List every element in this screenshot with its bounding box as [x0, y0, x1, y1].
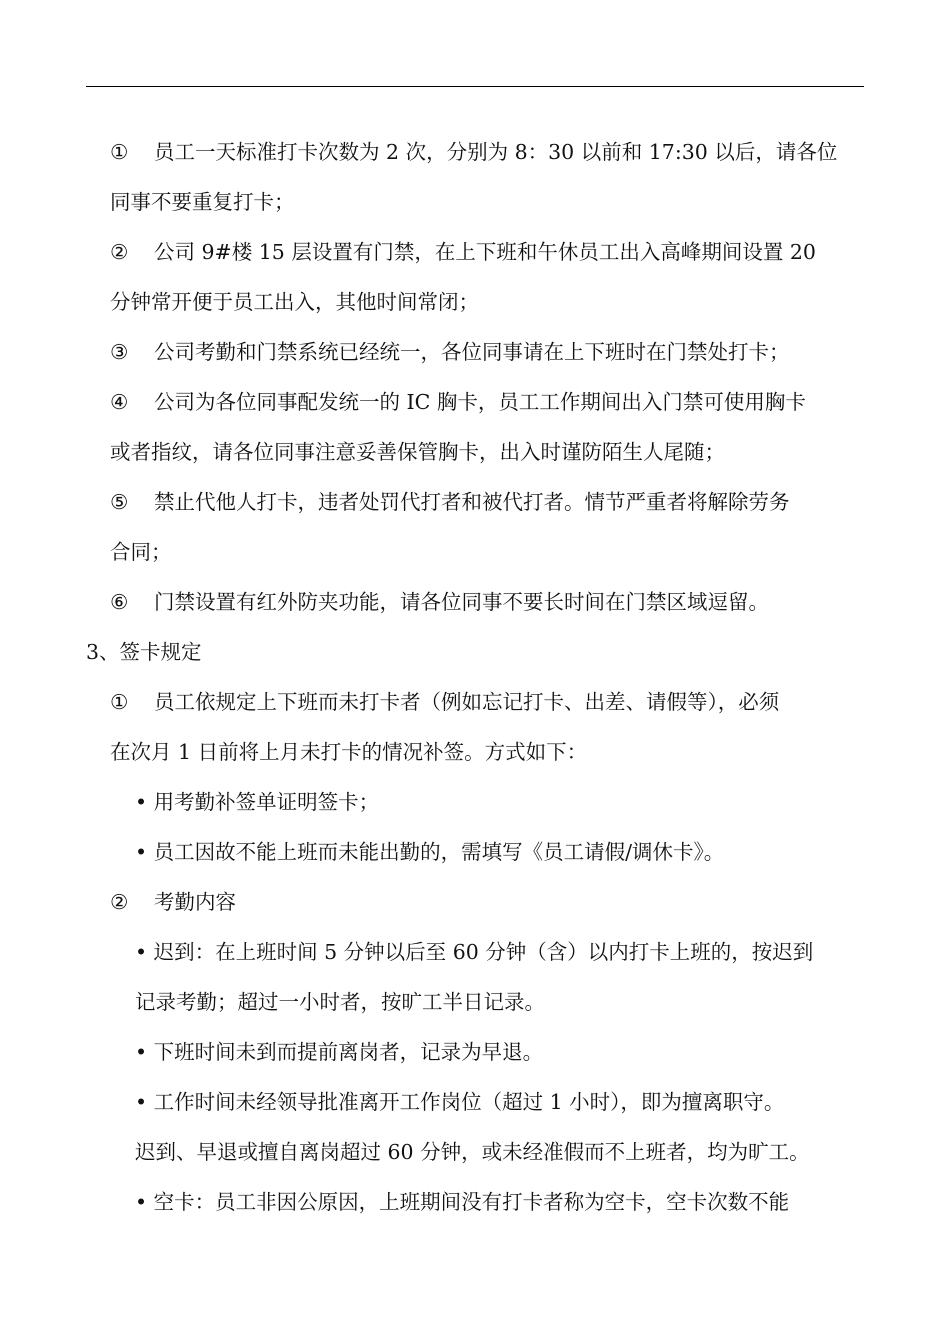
- list-item: ② 公司 9#楼 15 层设置有门禁，在上下班和午休员工出入高峰期间设置 20: [110, 240, 816, 264]
- bullet-item: • 用考勤补签单证明签卡；: [135, 790, 380, 814]
- list-item: ④ 公司为各位同事配发统一的 IC 胸卡，员工工作期间出入门禁可使用胸卡: [110, 390, 806, 414]
- bullet-item: • 工作时间未经领导批准离开工作岗位（超过 1 小时），即为擅离职守。: [135, 1090, 785, 1114]
- list-item-continuation: 同事不要重复打卡；: [110, 190, 295, 214]
- paragraph-line: 迟到、早退或擅自离岗超过 60 分钟，或未经准假而不上班者，均为旷工。: [135, 1140, 810, 1164]
- list-item-continuation: 或者指纹，请各位同事注意妥善保管胸卡，出入时谨防陌生人尾随；: [110, 440, 725, 464]
- section-heading: 3、签卡规定: [86, 640, 202, 664]
- bullet-item: • 空卡：员工非因公原因，上班期间没有打卡者称为空卡，空卡次数不能: [135, 1190, 790, 1214]
- bullet-item: • 迟到：在上班时间 5 分钟以后至 60 分钟（含）以内打卡上班的，按迟到: [135, 940, 814, 964]
- list-item: ① 员工一天标准打卡次数为 2 次，分别为 8：30 以前和 17:30 以后，请各位: [110, 140, 838, 164]
- list-item: ② 考勤内容: [110, 890, 236, 914]
- bullet-item: • 员工因故不能上班而未能出勤的，需填写《员工请假/调休卡》。: [135, 840, 725, 864]
- list-item-continuation: 在次月 1 日前将上月未打卡的情况补签。方式如下：: [110, 740, 588, 764]
- bullet-item: • 下班时间未到而提前离岗者，记录为早退。: [135, 1040, 544, 1064]
- header-rule: [86, 86, 864, 87]
- list-item-continuation: 分钟常开便于员工出入，其他时间常闭；: [110, 290, 479, 314]
- list-item: ① 员工依规定上下班而未打卡者（例如忘记打卡、出差、请假等），必须: [110, 690, 780, 714]
- bullet-item-continuation: 记录考勤；超过一小时者，按旷工半日记录。: [135, 990, 545, 1014]
- list-item-continuation: 合同；: [110, 540, 172, 564]
- list-item: ⑤ 禁止代他人打卡，违者处罚代打者和被代打者。情节严重者将解除劳务: [110, 490, 790, 514]
- list-item: ⑥ 门禁设置有红外防夹功能，请各位同事不要长时间在门禁区域逗留。: [110, 590, 769, 614]
- list-item: ③ 公司考勤和门禁系统已经统一，各位同事请在上下班时在门禁处打卡；: [110, 340, 790, 364]
